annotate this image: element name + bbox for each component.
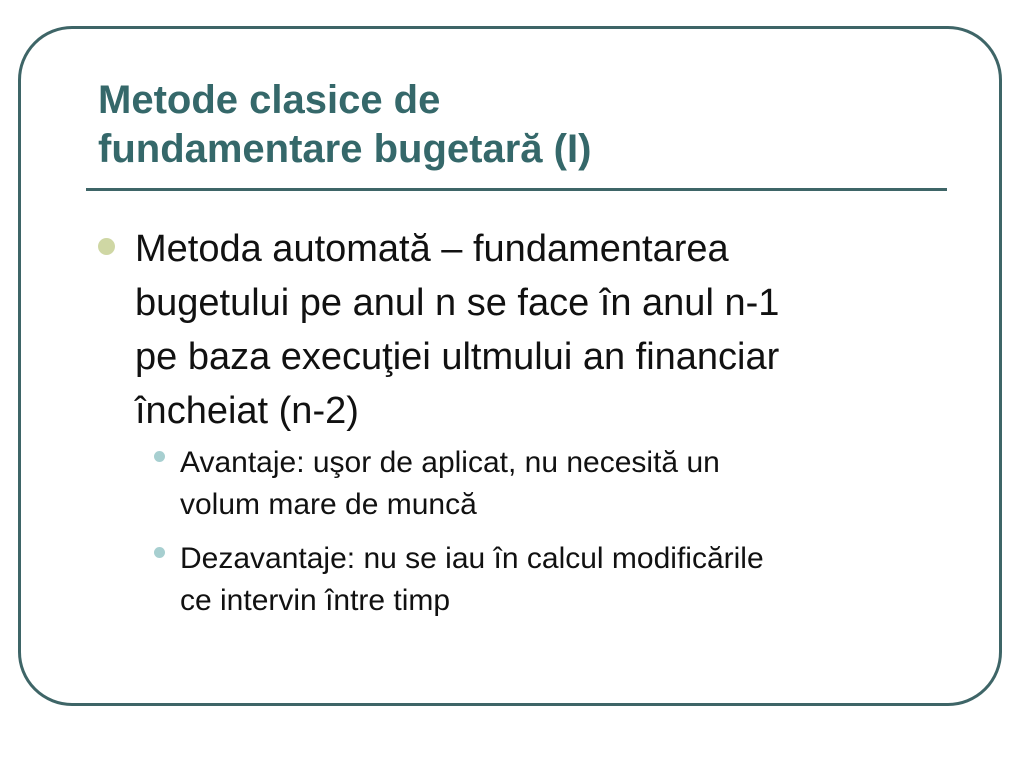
sub-bullet-line: ce intervin între timp xyxy=(180,584,451,617)
title-line: fundamentare bugetară (I) xyxy=(98,127,592,171)
bullet-text xyxy=(135,222,915,438)
sub-bullet-text xyxy=(180,442,940,526)
bullet-line: pe baza execuţiei ultmului an financiar xyxy=(135,336,780,378)
bullet-line: încheiat (n-2) xyxy=(135,390,359,432)
sub-bullet-dot-icon xyxy=(154,451,165,462)
title-line: Metode clasice de xyxy=(98,78,441,122)
sub-bullet-line: Dezavantaje: nu se iau în calcul modificările xyxy=(180,542,764,575)
bullet-line: bugetului pe anul n se face în anul n-1 xyxy=(135,282,780,324)
sub-bullet-dot-icon xyxy=(154,547,165,558)
sub-bullet-line: volum mare de muncă xyxy=(180,488,477,521)
bullet-dot-icon xyxy=(98,238,115,255)
sub-bullet-line: Avantaje: uşor de aplicat, nu necesită un xyxy=(180,446,720,479)
sub-bullet-text xyxy=(180,538,940,622)
bullet-line: Metoda automată – fundamentarea xyxy=(135,228,729,270)
